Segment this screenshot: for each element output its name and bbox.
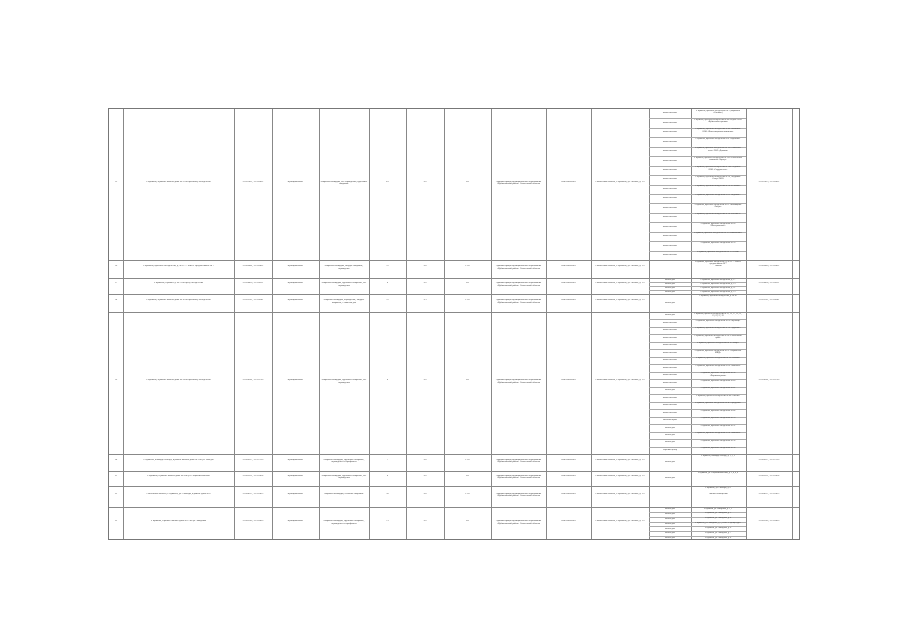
cell-n: 16 bbox=[114, 265, 118, 267]
sub-address: г. Куйвозы, проспект Менделеева № 20 «ведомые» bbox=[695, 194, 741, 197]
cell-extra: школа bbox=[715, 265, 722, 267]
sub-address: г. Куйвозы, проспект Менделеева № 24 «Кузница» bbox=[695, 319, 741, 322]
cell-kind: муниципальное bbox=[287, 520, 304, 522]
sub-type: жилые многокв. bbox=[662, 336, 678, 339]
sub-address: г. Куйвозы, проспект Менделеева № 8 «Заречный» bbox=[695, 137, 741, 140]
sub-address: г. Куйвозы, проспект Менделеева № 40 bbox=[700, 379, 736, 382]
cell-cover: открытая площадка, грунтовое покрытие, ограждение из профлиста bbox=[323, 520, 365, 525]
sub-address: г. Куйвозы, проспект Менделеева № 36 «Магазин» bbox=[695, 364, 741, 367]
sub-address: г. Куйвозы, проспект Менделеева № 10а «Ячменное поле» ООО «Дымков» bbox=[695, 147, 741, 152]
sub-type: жилые многокв. bbox=[662, 112, 678, 115]
cell-vol: 0.6 bbox=[466, 474, 469, 477]
cell-cover: открытая площадка, ограждение, твёрдое покрытие, с навесом для bbox=[323, 299, 365, 304]
cell-area: 7.5 bbox=[386, 520, 389, 522]
sub-address: г. Куйвозы, ул. Заводская, д. 7 bbox=[704, 531, 732, 534]
cell-area: 7 bbox=[386, 458, 389, 461]
cell-extra: жилые помещения bbox=[709, 492, 728, 495]
sub-address: г. Куйвозы, ул. Заводская, д. 8 bbox=[704, 536, 732, 539]
sub-type: жилой дом bbox=[665, 522, 675, 525]
sub-address: г. Куйвозы, проспект Менделеева, д. 19 bbox=[700, 282, 736, 285]
cell-vol: 0.6 bbox=[466, 180, 469, 183]
cell-cover: открытая площадка, бетонное покрытие bbox=[324, 492, 364, 495]
cell-addr: г. Куйвозы, в районе жилого дома № 24 по проспекту Менделеева bbox=[146, 379, 211, 381]
cell-coord2: 55.689089, 32.256432 bbox=[758, 265, 780, 267]
sub-type: жилые многокв. bbox=[662, 131, 678, 134]
cell-owner: Администрация муниципального образования «Куйвозовский район» Смоленской области bbox=[495, 458, 542, 464]
sub-address: г. Куйвозы, проспект Менделеева № 28 «Смоленский край» bbox=[694, 334, 742, 340]
sub-address: г. Куйвозы, проспект Менделеева № 22 «Жилищный Лагерь» bbox=[694, 203, 742, 209]
sub-list bbox=[649, 294, 746, 312]
cell-coord: 55.689081, 32.256432 bbox=[242, 265, 264, 267]
cell-owner: Администрация муниципального образования «Куйвозовский район» Смоленской области bbox=[495, 299, 542, 304]
sub-type: жилые многокв. bbox=[662, 235, 678, 238]
cell-area: 12 bbox=[386, 265, 389, 267]
cell-oaddr: Смоленская область, г. Куйвозы, ул. Ленина, д. 1/2 bbox=[595, 492, 645, 495]
cell-owner: Администрация муниципального образования «Куйвозовский район» Смоленской области bbox=[495, 520, 542, 525]
col-divider bbox=[792, 109, 793, 539]
sub-type: жилой дом bbox=[665, 301, 675, 304]
sub-address: г. Куйвозы, проспект Менделеева № 18 «Резонанс» bbox=[695, 185, 741, 187]
cell-ogrn: 1046700002491 bbox=[561, 379, 576, 381]
sub-type: жилые многокв. bbox=[662, 178, 678, 181]
cell-oaddr: Смоленская область, г. Куйвозы, ул. Ленина, д. 1/2 bbox=[595, 520, 645, 522]
cell-coord: 55.692187, 32.258541 bbox=[242, 299, 264, 301]
sub-type: жилые многокв. bbox=[662, 225, 678, 228]
cell-cnt: 3/3 bbox=[423, 299, 427, 301]
sub-list bbox=[649, 486, 746, 507]
sub-type: жилой дом bbox=[665, 426, 675, 429]
sub-type: жилые многокв. bbox=[662, 121, 678, 124]
sub-type: жилой дом bbox=[665, 278, 675, 281]
sub-address: г. Куйвозы, проспект Менделеева № 28 «Мишинские» bbox=[694, 232, 742, 235]
sub-list bbox=[649, 278, 746, 294]
table-sheet bbox=[108, 108, 800, 540]
cell-coord2: 55.682142, 32.259429 bbox=[758, 520, 780, 522]
sub-type: жилые многокв. bbox=[662, 351, 678, 354]
sub-list bbox=[649, 312, 746, 454]
cell-ogrn: 1046700002491 bbox=[561, 474, 576, 477]
cell-owner: Администрация муниципального образования «Куйвозовский район» Смоленской области bbox=[495, 474, 542, 480]
cell-addr: г. Куйвозы, площадь Победы, в районе жилого дома № 1 по ул. Победы bbox=[143, 458, 214, 461]
sub-address: г. Куйвозы, проспект Менделеева № 2 (Мариинск «Сатовка») bbox=[696, 109, 740, 114]
cell-oaddr: Смоленская область, г. Куйвозы, ул. Ленина, д. 1/2 bbox=[595, 379, 645, 381]
cell-cover: открытая площадка, грунтовое покрытие, без ограждения bbox=[321, 379, 367, 384]
cell-cnt: 3/6 bbox=[423, 180, 427, 183]
sub-address: г. Куйвозы, проспект Менделеева № 26 «Здоровье» bbox=[695, 327, 741, 330]
sub-address: г. Куйвозы, площадь Победы, д. 1, 2, 3 bbox=[701, 454, 735, 457]
cell-kind: муниципальное bbox=[287, 492, 304, 495]
sub-list bbox=[649, 260, 746, 278]
cell-coord: 55.690581, 32.253799 bbox=[242, 379, 264, 381]
cell-cover: открытая площадка, грунтовое покрытие, ограждение из профлиста bbox=[323, 458, 365, 464]
cell-kind: муниципальное bbox=[287, 180, 304, 183]
sub-type: жилой дом bbox=[665, 537, 675, 540]
cell-vol: 1.1/6 bbox=[465, 492, 470, 495]
sub-address: г. Куйвозы, проспект Менделеева, д. № 25 — МКОУ средняя школа № 7 bbox=[694, 260, 742, 265]
cell-n: 19 bbox=[114, 379, 118, 381]
sub-address: г. Куйвозы, проспект Менделеева, д. 21 bbox=[700, 286, 736, 289]
sub-address: г. Куйвозы, проспект Менделеева № 24 «Ксения-3» bbox=[695, 213, 741, 216]
cell-oaddr: Смоленская область, г. Куйвозы, ул. Ленина, д. 1/2 bbox=[595, 282, 645, 284]
cell-cover: открытая площадка, твёрдое покрытие, ограждение bbox=[324, 265, 364, 270]
sub-address: г. Куйвозы, проспект Менделеева № 32 «Семи» bbox=[697, 251, 739, 254]
cell-area: 8 bbox=[386, 379, 389, 381]
cell-cnt: 3/6 bbox=[423, 474, 427, 477]
sub-type: жилые многокв. bbox=[662, 197, 678, 200]
cell-n: 21 bbox=[114, 474, 118, 477]
cell-area: 8 bbox=[386, 474, 389, 477]
sub-type: жилой дом bbox=[665, 477, 675, 480]
sub-type: жилые многокв. bbox=[662, 329, 678, 332]
sub-address: г. Куйвозы, проспект Менделеева № 26 «Мангушанские» bbox=[700, 222, 736, 228]
sub-type: жилые многокв. bbox=[662, 374, 678, 377]
cell-cnt: 3/0 bbox=[423, 265, 427, 267]
cell-area: 8 bbox=[386, 282, 389, 284]
sub-type: жилой дом bbox=[665, 434, 675, 437]
sub-address: г. Куйвозы, ул. Заводская, д. 3 bbox=[704, 512, 732, 515]
cell-cnt: 3/6 bbox=[423, 379, 427, 381]
sub-address: г. Куйвозы, проспект Менделеева № 44 «Аптека» bbox=[696, 394, 740, 397]
sub-type: жилые многокв. bbox=[662, 404, 678, 407]
sub-type: жилой дом bbox=[665, 527, 675, 530]
sub-address: г. Куйвозы, проспект Менделеева № 30 bbox=[700, 241, 736, 244]
cell-coord: 55.684127, 32.255415 bbox=[242, 492, 264, 495]
sub-type: жилые многокв. bbox=[662, 244, 678, 247]
sub-address: г. Куйвозы, проспект Менделеева № 52 bbox=[700, 424, 736, 427]
sub-type: жилой дом bbox=[665, 517, 675, 520]
cell-n: 23 bbox=[114, 520, 118, 522]
cell-cnt: 3/0 bbox=[423, 458, 427, 461]
cell-ogrn: 1046700002491 bbox=[561, 299, 576, 301]
sub-list bbox=[649, 109, 746, 260]
sub-type: жилые многокв. bbox=[662, 140, 678, 143]
cell-owner: Администрация муниципального образования «Куйвозовский район» Смоленской области bbox=[495, 265, 542, 270]
cell-kind: муниципальное bbox=[287, 474, 304, 477]
sub-type: жилые многокв. bbox=[662, 344, 678, 347]
sub-type: жилой дом bbox=[665, 290, 675, 293]
sub-type: жилой дом bbox=[665, 314, 675, 317]
cell-oaddr: Смоленская область, г. Куйвозы, ул. Ленина, д. 1/2 bbox=[595, 265, 645, 267]
sub-address: г. Куйвозы, проспект Менделеева № 58 bbox=[700, 447, 736, 450]
cell-vol: 0.6 bbox=[466, 282, 469, 284]
cell-area: 12 bbox=[386, 299, 389, 301]
cell-coord2: 55.685221, 32.253818 bbox=[758, 474, 780, 477]
sub-address: г. Куйвозы, ул. Заводская, д. 1, 2 bbox=[703, 507, 733, 510]
cell-vol: 1.1/6 bbox=[465, 265, 470, 267]
cell-oaddr: Смоленская область, г. Куйвозы, ул. Ленина, д. 1/2 bbox=[595, 180, 645, 183]
cell-cover: открытая площадка, без ограждения, грунтовое покрытие bbox=[320, 180, 368, 186]
cell-addr: г. Куйвозы, проспект Менделеева, д. № 25 — МКОУ средняя школа № 7 bbox=[143, 265, 214, 267]
cell-addr: Смоленская область, г. Куйвозы, ул. Свободы, в районе дома № 8 bbox=[146, 492, 211, 495]
sub-address: г. Куйвозы, ул. Заводская, д. 6 bbox=[704, 526, 732, 529]
cell-n: 22 bbox=[114, 492, 118, 495]
sub-address: г. Куйвозы, проспект Менделеева № 16, «Журавли-Север» ООО bbox=[695, 175, 741, 181]
cell-area: 8.5 bbox=[386, 180, 389, 183]
sub-address: г. Куйвозы, проспект Менделеева № 56 bbox=[700, 439, 736, 442]
sub-type: жилой дом bbox=[665, 282, 675, 285]
sub-list bbox=[649, 471, 746, 486]
cell-addr: г. Куйвозы, в районе жилого дома № 36 по проспекту Менделеева bbox=[146, 299, 211, 301]
cell-cnt: 3/6 bbox=[423, 520, 427, 522]
cell-vol: 1.1/6 bbox=[465, 458, 470, 461]
sub-type: жилые многокв. bbox=[662, 216, 678, 219]
cell-kind: муниципальное bbox=[287, 265, 304, 267]
cell-oaddr: Смоленская область, г. Куйвозы, ул. Ленина, д. 1/2 bbox=[595, 474, 645, 477]
sub-address: г. Куйвозы, ул. Свободы, д. 8 bbox=[705, 486, 731, 489]
cell-kind: муниципальное bbox=[287, 299, 304, 301]
cell-owner: Администрация муниципального образования «Куйвозовский район» Смоленской области bbox=[495, 492, 542, 498]
cell-coord2: 55.692187, 32.258541 bbox=[758, 299, 780, 301]
sub-type: аптечный пункт bbox=[662, 419, 678, 422]
cell-coord: 55.685221, 32.253818 bbox=[242, 474, 264, 477]
cell-vol: 0.6 bbox=[466, 520, 469, 522]
cell-addr: г. Куйвозы, в районе д. № 21 по пр-ту Менделеева bbox=[154, 282, 203, 284]
cell-kind: муниципальное bbox=[287, 379, 304, 381]
cell-cnt: 3/6 bbox=[423, 282, 427, 284]
sub-type: жилой дом bbox=[665, 508, 675, 511]
sub-address: г. Куйвозы, проспект Менделеева № 12а «Смоленская компания «Чартер» bbox=[694, 156, 742, 162]
cell-vol: 1.1/6 bbox=[465, 299, 470, 301]
sub-type: жилые многокв. bbox=[662, 159, 678, 162]
cell-kind: муниципальное bbox=[287, 458, 304, 461]
cell-owner: Администрация муниципального образования «Куйвозовский район» Смоленской области bbox=[495, 379, 542, 384]
sub-address: г. Куйвозы, проспект Менделеева № 6а «Монолит» ООО «Инвестиционная компания» bbox=[695, 128, 741, 133]
sub-list bbox=[649, 507, 746, 541]
cell-ogrn: 1046700002491 bbox=[561, 458, 576, 461]
sub-address: г. Куйвозы, ул. Заводская, д. 4 bbox=[704, 517, 732, 520]
sub-address: г. Куйвозы, проспект Менделеева № 46 «Продукты» bbox=[694, 402, 742, 405]
sub-address: г. Куйвозы, проспект Менделеева № 32 «Управление МЖД» bbox=[694, 349, 742, 355]
cell-ogrn: 1046700002491 bbox=[561, 492, 576, 495]
cell-cover: открытая площадка, грунтовое покрытие, без ограждения bbox=[321, 282, 367, 287]
sub-type: жилые многокв. bbox=[662, 206, 678, 209]
sub-type: жилые многокв. bbox=[662, 187, 678, 190]
cell-n: 15 bbox=[114, 180, 118, 183]
cell-n: 20 bbox=[114, 458, 118, 461]
sub-type: жилой дом bbox=[665, 286, 675, 289]
cell-ogrn: 1046700002491 bbox=[561, 520, 576, 522]
cell-oaddr: Смоленская область, г. Куйвозы, ул. Ленина, д. 1/2 bbox=[595, 458, 645, 461]
cell-ogrn: 1046700002491 bbox=[561, 180, 576, 183]
cell-coord: 55.682142, 32.259429 bbox=[242, 520, 264, 522]
cell-addr: г. Куйвозы, в районе жилого дома № 25 по проспекту Менделеева bbox=[146, 180, 211, 183]
cell-coord2: 55.690496, 32.258351 bbox=[758, 282, 780, 284]
cell-kind: муниципальное bbox=[287, 282, 304, 284]
cell-cnt: 3/0 bbox=[423, 492, 427, 495]
cell-owner: Администрация муниципального образования «Куйвозовский район» Смоленской области bbox=[495, 180, 542, 186]
sub-type: жилые многокв. bbox=[662, 411, 678, 414]
cell-vol: 0.6 bbox=[466, 379, 469, 381]
cell-coord2: 55.684127, 32.255415 bbox=[758, 492, 780, 495]
cell-oaddr: Смоленская область, г. Куйвозы, ул. Ленина, д. 1/2 bbox=[595, 299, 645, 301]
cell-coord2: 55.690581, 32.253799 bbox=[758, 379, 780, 381]
sub-address: г. Куйвозы, ул. Социалистическая, д. 2, 4, 6, 8 bbox=[697, 471, 739, 474]
sub-address: г. Куйвозы, проспект Менделеева № 48 bbox=[700, 409, 736, 412]
sub-list bbox=[649, 454, 746, 471]
sub-type: жилые многокв. bbox=[662, 366, 678, 369]
sub-type: жилые многокв. bbox=[662, 150, 678, 153]
cell-addr: г. Куйвозы, в районе жилого дома № 12 по ул. Заводская bbox=[150, 520, 207, 522]
cell-coord: 55.686517, 32.257159 bbox=[242, 458, 264, 461]
sub-type: жилой дом bbox=[665, 461, 675, 464]
sub-address: г. Куйвозы, проспект Менделеева № 4а «Перья» ООО «Куйвозская торговая» bbox=[694, 118, 742, 124]
sub-address: г. Куйвозы, проспект Менделеева, д. № 36 bbox=[699, 294, 737, 297]
cell-n: 18 bbox=[114, 299, 118, 301]
sub-address: г. Куйвозы, ул. Заводская, д. 5, ООО «Стройресурс» bbox=[695, 522, 741, 525]
sub-type: жилые многокв. bbox=[662, 169, 678, 172]
cell-owner: Администрация муниципального образования «Куйвозовский район» Смоленской области bbox=[495, 282, 542, 287]
sub-type: жилые многокв. bbox=[662, 253, 678, 256]
sub-type: жилой дом bbox=[665, 441, 675, 444]
sub-type: жилые многокв. bbox=[662, 359, 678, 362]
sub-address: г. Куйвозы, проспект Менделеева № 54 «Магазин» bbox=[695, 432, 741, 435]
sub-address: г. Куйвозы, проспект Менделеева № 13, 15, 17, 19, 21, 23, 25, 27, 29 bbox=[694, 312, 742, 317]
cell-addr: г. Куйвозы, в районе жилого дома № 4 по ул. Социалистическая bbox=[147, 474, 210, 477]
cell-ogrn: 1046700002491 bbox=[561, 282, 576, 284]
cell-n: 17 bbox=[114, 282, 118, 284]
cell-coord2: 55.691015, 32.256832 bbox=[758, 180, 780, 183]
sub-address: г. Куйвозы, проспект Менделеева № 50 bbox=[700, 417, 736, 420]
cell-area: 10 bbox=[386, 492, 389, 495]
sub-address: г. Куйвозы, проспект Менделеева № 34 «Оптика» bbox=[696, 357, 740, 360]
cell-cover: открытая площадка, грунтовое покрытие, без ограждения bbox=[321, 474, 367, 480]
sub-type: жилые многокв. bbox=[662, 396, 678, 399]
sub-address: г. Куйвозы, проспект Менделеева, д. 17 bbox=[700, 278, 736, 281]
sub-type: жилой дом bbox=[665, 389, 675, 392]
sub-type: жилые многокв. bbox=[662, 321, 678, 324]
sub-address: г. Куйвозы, проспект Менделеева № 14а «Ледокол» ООО «Содружество» bbox=[695, 166, 741, 171]
sub-address: г. Куйвозы, проспект Менделеева, д. 23 bbox=[700, 290, 736, 293]
sub-address: г. Куйвозы, проспект Менделеева № 42 bbox=[700, 387, 736, 390]
sub-address: г. Куйвозы, проспект Менделеева № 38 «Парикмахерская» bbox=[700, 372, 736, 377]
sub-address: г. Куйвозы, проспект Менделеева № 30 «Кафе» bbox=[697, 342, 739, 345]
sub-type: жилой дом bbox=[665, 532, 675, 535]
cell-ogrn: 1046700002491 bbox=[561, 265, 576, 267]
sub-type: жилой дом bbox=[665, 512, 675, 515]
cell-coord2: 55.686517, 32.257159 bbox=[758, 458, 780, 461]
sub-type: жилые многокв. bbox=[662, 381, 678, 384]
sub-type: торговый центр bbox=[663, 448, 677, 451]
cell-coord: 55.690495, 32.258351 bbox=[242, 282, 264, 284]
cell-coord: 55.691067, 32.256832 bbox=[242, 180, 264, 183]
